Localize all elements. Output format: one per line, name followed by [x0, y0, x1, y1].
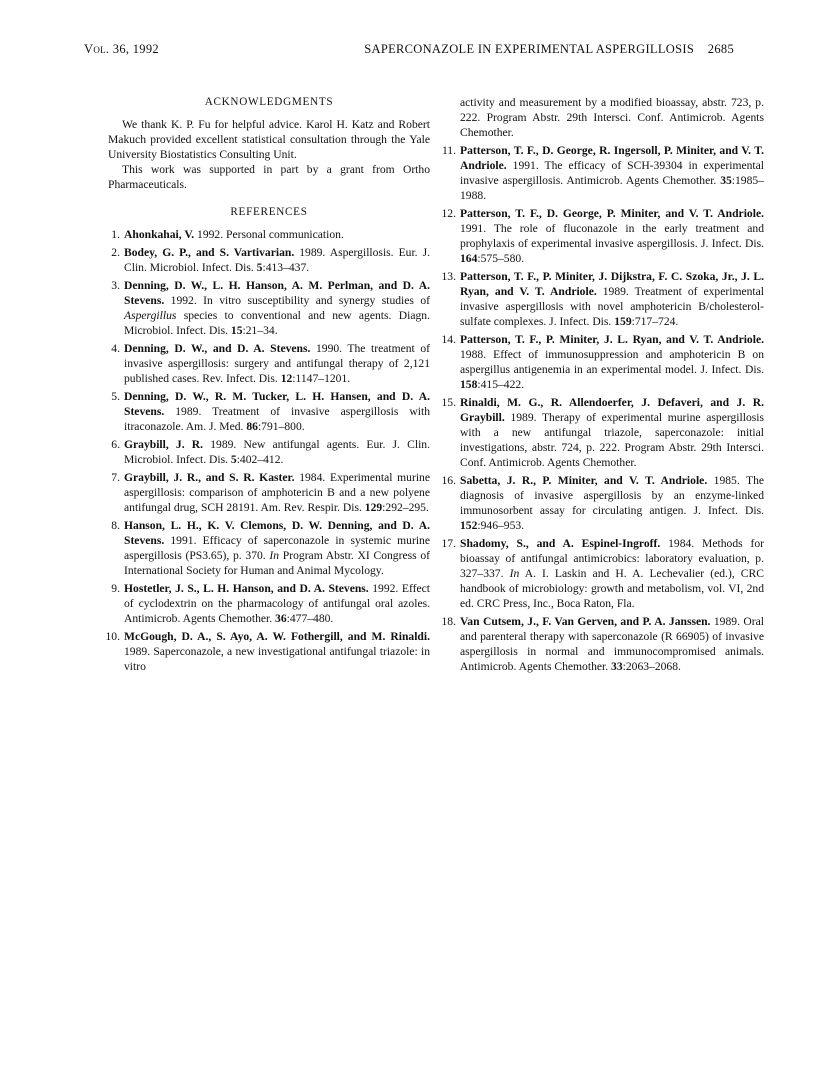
reference-authors: Sabetta, J. R., P. Miniter, and V. T. Andriole.: [460, 474, 708, 487]
reference-authors: Denning, D. W., R. M. Tucker, L. H. Hansen, and D. A. Stevens.: [124, 390, 430, 418]
reference-authors: Patterson, T. F., P. Miniter, J. L. Ryan, and V. T. Andriole.: [460, 333, 764, 346]
reference-authors: Shadomy, S., and A. Espinel-Ingroff.: [460, 537, 661, 550]
reference-item: 5. Denning, D. W., R. M. Tucker, L. H. Hansen, and D. A. Stevens. 1989. Treatment of invasive aspergillosis with itraconazole. Am. J. Med. 86:791–800.: [111, 390, 430, 433]
reference-item: 8. Hanson, L. H., K. V. Clemons, D. W. Denning, and D. A. Stevens. 1991. Efficacy of saperconazole in systemic murine aspergillosis (PS3.65), p. 370. In Program Abstr. XI Congress of International Society for Human and Animal Mycology.: [111, 519, 430, 577]
reference-authors: Hanson, L. H., K. V. Clemons, D. W. Denning, and D. A. Stevens.: [124, 519, 430, 547]
reference-item: 15. Rinaldi, M. G., R. Allendoerfer, J. Defaveri, and J. R. Graybill. 1989. Therapy of experimental murine aspergillosis with a new antifungal triazole, saperconazole: initial investigations, abstr. 724, p. 222. Program Abstr. 29th Intersci. Conf. Antimicrob. Agents Chemother.: [441, 396, 764, 469]
reference-authors: Denning, D. W., and D. A. Stevens.: [124, 342, 311, 355]
reference-authors: Patterson, T. F., D. George, R. Ingersoll, P. Miniter, and V. T. Andriole.: [460, 144, 764, 172]
running-header: [84, 42, 734, 60]
reference-item: 10. McGough, D. A., S. Ayo, A. W. Fothergill, and M. Rinaldi. 1989. Saperconazole, a new investigational antifungal triazole: in vitro: [105, 630, 430, 673]
acknowledgments-heading: ACKNOWLEDGMENTS: [204, 96, 334, 108]
header-title-page: [364, 42, 734, 57]
reference-item: 1. Ahonkahai, V. 1992. Personal communication.: [111, 228, 344, 241]
reference-item: 18. Van Cutsem, J., F. Van Gerven, and P. A. Janssen. 1989. Oral and parenteral therapy with saperconazole (R 66905) of invasive aspergillosis in normal and immunocompromised animals. Antimicrob. Agents Chemother. 33:2063–2068.: [441, 615, 764, 673]
reference-authors: Denning, D. W., L. H. Hanson, A. M. Perlman, and D. A. Stevens.: [124, 279, 430, 307]
reference-list: [105, 227, 431, 674]
reference-item: 4. Denning, D. W., and D. A. Stevens. 1990. The treatment of invasive aspergillosis: surgery and antifungal therapy of 2,121 published cases. Rev. Infect. Dis. 12:1147–1201.: [111, 342, 430, 385]
reference-authors: Ahonkahai, V.: [124, 228, 195, 241]
reference-item: 6. Graybill, J. R. 1989. New antifungal agents. Eur. J. Clin. Microbiol. Infect. Dis. 5:402–412.: [111, 438, 430, 466]
reference-item: 16. Sabetta, J. R., P. Miniter, and V. T. Andriole. 1985. The diagnosis of invasive aspergillosis by an enzyme-linked immunosorbent assay for circulating antigen. J. Infect. Dis. 152:946–953.: [441, 474, 765, 532]
left-column: [105, 95, 431, 677]
reference-list-continued: [441, 143, 765, 674]
running-title: SAPERCONAZOLE IN EXPERIMENTAL ASPERGILLOSIS: [364, 42, 695, 56]
reference-authors: Patterson, T. F., D. George, P. Miniter, and V. T. Andriole.: [460, 207, 764, 220]
page-number: 2685: [707, 42, 734, 56]
reference-authors: Bodey, G. P., and S. Vartivarian.: [124, 246, 295, 259]
reference-authors: Graybill, J. R., and S. R. Kaster.: [124, 471, 295, 484]
reference-continuation: activity and measurement by a modified bioassay, abstr. 723, p. 222. Program Abstr. 29th Intersci. Conf. Antimicrob. Agents Chemother.: [460, 96, 764, 139]
reference-authors: Patterson, T. F., P. Miniter, J. Dijkstra, F. C. Szoka, Jr., J. L. Ryan, and V. T. Andriole.: [460, 270, 764, 298]
reference-authors: Van Cutsem, J., F. Van Gerven, and P. A. Janssen.: [460, 615, 711, 628]
reference-authors: McGough, D. A., S. Ayo, A. W. Fothergill, and M. Rinaldi.: [124, 630, 430, 643]
reference-authors: Rinaldi, M. G., R. Allendoerfer, J. Defaveri, and J. R. Graybill.: [460, 396, 764, 424]
reference-item: 17. Shadomy, S., and A. Espinel-Ingroff. 1984. Methods for bioassay of antifungal antimicrobics: laboratory evaluation, p. 327–337. In A. I. Laskin and H. A. Lechevalier (ed.), CRC handbook of microbiology: growth and metabolism, vol. VI, 2nd ed. CRC Press, Inc., Boca Raton, Fla.: [441, 537, 765, 610]
reference-item: 3. Denning, D. W., L. H. Hanson, A. M. Perlman, and D. A. Stevens. 1992. In vitro susceptibility and synergy studies of Aspergillus species to conventional and new agents. Diagn. Microbiol. Infect. Dis. 15:21–34.: [111, 279, 430, 337]
reference-item: 9. Hostetler, J. S., L. H. Hanson, and D. A. Stevens. 1992. Effect of cyclodextrin on the pharmacology of antifungal oral azoles. Antimicrob. Agents Chemother. 36:477–480.: [111, 582, 430, 625]
reference-item: 13. Patterson, T. F., P. Miniter, J. Dijkstra, F. C. Szoka, Jr., J. L. Ryan, and V. T. Andriole. 1989. Treatment of experimental invasive aspergillosis with novel amphotericin B/cholesterol-sulfate complexes. J. Infect. Dis. 159:717–724.: [441, 270, 764, 328]
acknowledgments-paragraph: This work was supported in part by a grant from Ortho Pharmaceuticals.: [108, 163, 430, 191]
acknowledgments-section: [108, 95, 430, 192]
journal-volume: Vol. 36, 1992: [84, 42, 159, 56]
reference-authors: Graybill, J. R.: [124, 438, 204, 451]
acknowledgments-paragraph: We thank K. P. Fu for helpful advice. Karol H. Katz and Robert Makuch provided excellent statistical consultation through the Yale University Biostatistics Consulting Unit.: [108, 118, 430, 161]
reference-authors: Hostetler, J. S., L. H. Hanson, and D. A. Stevens.: [124, 582, 369, 595]
right-column: [441, 95, 765, 677]
reference-item: 7. Graybill, J. R., and S. R. Kaster. 1984. Experimental murine aspergillosis: comparison of amphotericin B and a new polyene antifungal drug, SCH 28191. Am. Rev. Respir. Dis. 129:292–295.: [111, 471, 430, 514]
references-heading: REFERENCES: [230, 206, 308, 218]
reference-item: 12. Patterson, T. F., D. George, P. Miniter, and V. T. Andriole. 1991. The role of fluconazole in the early treatment and prophylaxis of experimental invasive aspergillosis. J. Infect. Dis. 164:575–580.: [441, 207, 764, 265]
reference-item: 2. Bodey, G. P., and S. Vartivarian. 1989. Aspergillosis. Eur. J. Clin. Microbiol. Infect. Dis. 5:413–437.: [111, 246, 431, 274]
reference-item: 11. Patterson, T. F., D. George, R. Ingersoll, P. Miniter, and V. T. Andriole. 1991. The efficacy of SCH-39304 in experimental invasive aspergillosis. Antimicrob. Agents Chemother. 35:1985–1988.: [441, 144, 764, 202]
reference-item: 14. Patterson, T. F., P. Miniter, J. L. Ryan, and V. T. Andriole. 1988. Effect of immunosuppression and amphotericin B on aspergillus antigenemia in an experimental model. J. Infect. Dis. 158:415–422.: [441, 333, 764, 391]
